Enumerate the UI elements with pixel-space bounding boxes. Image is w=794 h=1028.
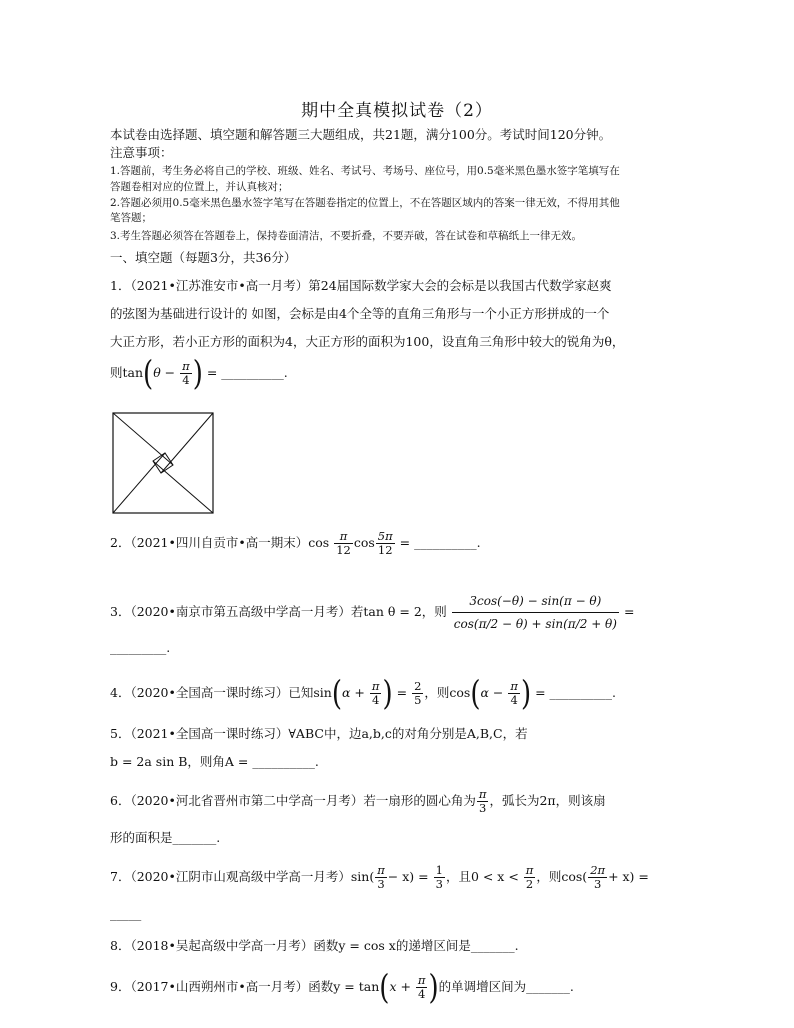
denominator: 5 bbox=[414, 693, 422, 707]
pi-numerator: π bbox=[377, 863, 385, 877]
answer-blank: _________. bbox=[110, 640, 171, 655]
plus-x: + x) = bbox=[608, 869, 649, 884]
question-7 bbox=[110, 864, 649, 891]
pi-numerator: π bbox=[371, 679, 380, 693]
theta: θ − bbox=[153, 365, 176, 380]
answer-blank: = __________. bbox=[399, 535, 481, 550]
diagram-line bbox=[113, 413, 173, 465]
notice-line: 答题卷相对应的位置上，并认真核对； bbox=[110, 181, 289, 193]
outer-square bbox=[113, 413, 213, 513]
denominator: 4 bbox=[510, 693, 518, 707]
x-term: x + bbox=[389, 979, 411, 994]
alpha: α + bbox=[342, 685, 365, 700]
page-title: 期中全真模拟试卷（2） bbox=[301, 101, 493, 121]
denominator: 3 bbox=[377, 877, 385, 891]
numerator: 5π bbox=[377, 529, 393, 543]
notice-line: 2.答题必须用0.5毫米黑色墨水签字笔写在答题卷指定的位置上，不在答题区域内的答案一律无效，不得用其他 bbox=[110, 197, 620, 209]
section-heading: 一、填空题（每题3分，共36分） bbox=[110, 250, 297, 265]
question-7-prefix: 7．（2020•江阴市山观高级中学高一月考）sin( bbox=[110, 869, 375, 884]
question-8: 8．（2018•吴起高级中学高一月考）函数y = cos x的递增区间是_______. bbox=[110, 938, 519, 953]
diagram-line bbox=[153, 461, 213, 513]
question-2 bbox=[110, 530, 481, 557]
denominator: 4 bbox=[418, 987, 426, 1001]
denominator: 3 bbox=[435, 877, 443, 891]
question-2-prefix: 2．（2021•四川自贡市•高一期末）cos bbox=[110, 535, 330, 550]
pi-numerator: π bbox=[334, 530, 353, 544]
cos-label: cos bbox=[353, 535, 375, 550]
question-9: 9．（2017•山西朔州市•高一月考）函数y = tan(x + $\frac{\pi}{4}$ )的单调增区间为_______. bbox=[110, 968, 574, 1007]
numerator: 3cos(−θ) − sin(π − θ) bbox=[452, 590, 619, 613]
notice-line: 1.答题前，考生务必将自己的学校、班级、姓名、考试号、考场号、座位号，用0.5毫米黑色墨水签字笔填写在 bbox=[110, 165, 620, 177]
numerator: 2 bbox=[414, 679, 422, 693]
notice-line: 3.考生答题必须答在答题卷上，保持卷面清洁，不要折叠，不要弄破，答在试卷和草稿纸上一律无效。 bbox=[110, 230, 583, 242]
question-1-line-3: 大正方形，若小正方形的面积为4，大正方形的面积为100，设直角三角形中较大的锐角为θ， bbox=[110, 334, 625, 349]
zhao-shuang-diagram bbox=[112, 412, 214, 514]
denominator: 3 bbox=[593, 877, 602, 891]
denominator: 12 bbox=[336, 543, 351, 557]
question-1-line-1: 1．（2021•江苏淮安市•高一月考）第24届国际数学家大会的会标是以我国古代数学家赵爽 bbox=[110, 278, 612, 293]
question-6-suffix: ，弧长为2π，则该扇 bbox=[489, 793, 606, 808]
numerator: 1 bbox=[435, 863, 443, 877]
notice-line: 笔答题； bbox=[110, 212, 152, 224]
exam-intro: 本试卷由选择题、填空题和解答题三大题组成，共21题，满分100分。考试时间120分钟。 bbox=[110, 127, 612, 142]
then-cos: ，则cos( bbox=[536, 869, 588, 884]
pi-numerator: π bbox=[510, 679, 518, 693]
alpha: α − bbox=[480, 685, 504, 700]
diagram-line bbox=[161, 413, 213, 473]
pi-numerator: π bbox=[525, 863, 534, 877]
question-6-prefix: 6．（2020•河北省晋州市第二中学高一月考）若一扇形的圆心角为 bbox=[110, 793, 476, 808]
then-cos: ，则cos bbox=[424, 685, 471, 700]
numerator: 2π bbox=[590, 863, 606, 877]
denominator: 2 bbox=[525, 877, 534, 891]
equals: = bbox=[396, 685, 408, 700]
tan-prefix: 则tan bbox=[110, 365, 144, 380]
denominator: 3 bbox=[479, 801, 487, 815]
diagram-line bbox=[113, 453, 165, 513]
question-9-prefix: 9．（2017•山西朔州市•高一月考）函数y = tan bbox=[110, 979, 380, 994]
pi-numerator: π bbox=[478, 787, 487, 801]
pi-numerator: π bbox=[417, 973, 426, 987]
denominator: 4 bbox=[372, 693, 380, 707]
notice-heading: 注意事项： bbox=[110, 145, 173, 160]
pi-numerator: π bbox=[182, 359, 190, 373]
denominator: cos(π/2 − θ) + sin(π/2 + θ) bbox=[453, 617, 617, 631]
answer-blank: = __________. bbox=[206, 365, 288, 380]
question-3 bbox=[110, 590, 634, 635]
question-5-line-1: 5．（2021•全国高一课时练习）∀ABC中，边a,b,c的对角分别是A,B,C，若 bbox=[110, 726, 528, 741]
condition: ，且0 < x < bbox=[445, 869, 519, 884]
question-3-prefix: 3．（2020•南京市第五高级中学高一月考）若tan θ = 2，则 bbox=[110, 604, 447, 619]
answer-blank: = __________. bbox=[535, 685, 616, 700]
question-6 bbox=[110, 788, 606, 815]
question-1-line-2: 的弦图为基础进行设计的 如图，会标是由4个全等的直角三角形与一个小正方形拼成的一个 bbox=[110, 306, 610, 321]
minus-x: − x) = bbox=[387, 869, 429, 884]
denominator: 12 bbox=[377, 543, 393, 557]
question-4: 4．（2020•全国高一课时练习）已知sin(α + $\frac{\pi}{4}$ ) = $\frac{2}{5}$ ，则cos(α − $\frac{\pi}{4}$ ) = __________. bbox=[110, 674, 616, 713]
equals: = bbox=[623, 604, 635, 619]
question-6-line-2: 形的面积是_______. bbox=[110, 830, 221, 845]
question-5-line-2: b = 2a sin B，则角A = __________. bbox=[110, 754, 319, 769]
question-9-suffix: 的单调增区间为_______. bbox=[438, 979, 574, 994]
question-4-prefix: 4．（2020•全国高一课时练习）已知sin bbox=[110, 685, 332, 700]
question-1-formula: 则tan(θ − $\frac{\pi}{4}$ ) = __________. bbox=[110, 354, 288, 393]
denominator: 4 bbox=[182, 373, 190, 387]
answer-blank: _____ bbox=[110, 906, 142, 921]
